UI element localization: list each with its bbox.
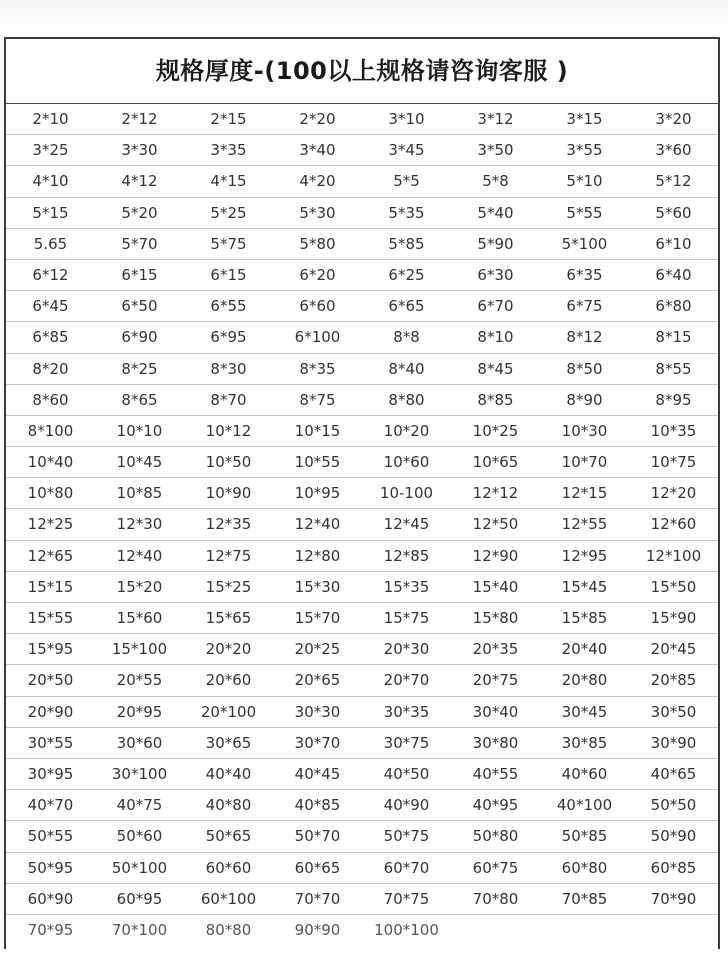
spec-cell: 15*75 <box>362 603 451 634</box>
spec-cell: 20*65 <box>273 665 362 696</box>
spec-cell: 30*45 <box>540 697 629 728</box>
spec-cell: 12*12 <box>451 478 540 509</box>
spec-cell: 2*10 <box>6 104 95 135</box>
spec-cell: 70*100 <box>111 920 168 939</box>
spec-cell: 5*25 <box>184 198 273 229</box>
spec-cell: 15*55 <box>6 603 95 634</box>
spec-cell: 70*90 <box>629 884 718 915</box>
spec-cell: 8*70 <box>184 385 273 416</box>
spec-cell: 40*70 <box>6 790 95 821</box>
spec-cell: 30*85 <box>540 728 629 759</box>
spec-cell: 5*40 <box>451 198 540 229</box>
spec-cell: 4*20 <box>273 166 362 197</box>
spec-cell: 12*95 <box>540 541 629 572</box>
spec-cell: 5*8 <box>451 166 540 197</box>
spec-cell: 6*15 <box>95 260 184 291</box>
spec-cell: 70*80 <box>451 884 540 915</box>
spec-cell: 20*80 <box>540 665 629 696</box>
spec-cell: 10*55 <box>273 447 362 478</box>
spec-cell: 4*15 <box>184 166 273 197</box>
spec-cell: 60*100 <box>184 884 273 915</box>
spec-cell: 30*60 <box>95 728 184 759</box>
spec-cell: 10*25 <box>451 416 540 447</box>
spec-cell: 50*70 <box>273 821 362 852</box>
spec-cell: 6*10 <box>629 229 718 260</box>
spec-cell: 12*30 <box>95 509 184 540</box>
spec-cell: 15*15 <box>6 572 95 603</box>
spec-cell: 12*75 <box>184 541 273 572</box>
spec-cell: 5.65 <box>6 229 95 260</box>
spec-cell: 4*12 <box>95 166 184 197</box>
spec-cell: 8*55 <box>629 354 718 385</box>
spec-cell: 40*40 <box>184 759 273 790</box>
spec-cell: 8*80 <box>362 385 451 416</box>
spec-cell: 10*20 <box>362 416 451 447</box>
top-shadow <box>0 0 728 30</box>
spec-cell: 15*35 <box>362 572 451 603</box>
spec-cell: 60*60 <box>184 853 273 884</box>
spec-cell: 5*60 <box>629 198 718 229</box>
spec-cell: 15*65 <box>184 603 273 634</box>
spec-cell: 10*12 <box>184 416 273 447</box>
spec-cell: 3*40 <box>273 135 362 166</box>
spec-cell: 15*70 <box>273 603 362 634</box>
spec-cell: 40*75 <box>95 790 184 821</box>
spec-cell: 6*70 <box>451 291 540 322</box>
spec-cell: 70*75 <box>362 884 451 915</box>
spec-cell: 6*100 <box>273 322 362 353</box>
spec-cell: 12*55 <box>540 509 629 540</box>
spec-cell: 20*90 <box>6 697 95 728</box>
spec-cell: 4*10 <box>6 166 95 197</box>
spec-cell: 12*60 <box>629 509 718 540</box>
spec-cell: 30*50 <box>629 697 718 728</box>
spec-cell: 5*70 <box>95 229 184 260</box>
spec-cell: 20*85 <box>629 665 718 696</box>
spec-cell: 20*95 <box>95 697 184 728</box>
spec-cell: 70*70 <box>273 884 362 915</box>
spec-cell: 15*80 <box>451 603 540 634</box>
spec-grid <box>6 104 718 946</box>
spec-cell: 5*100 <box>540 229 629 260</box>
spec-cell: 10*35 <box>629 416 718 447</box>
spec-cell: 15*100 <box>95 634 184 665</box>
spec-cell: 12*90 <box>451 541 540 572</box>
spec-cell: 10*10 <box>95 416 184 447</box>
spec-cell: 8*50 <box>540 354 629 385</box>
spec-cell: 8*100 <box>6 416 95 447</box>
spec-cell: 3*60 <box>629 135 718 166</box>
spec-cell: 2*15 <box>184 104 273 135</box>
spec-cell <box>629 915 718 946</box>
spec-cell: 8*25 <box>95 354 184 385</box>
spec-cell: 15*95 <box>6 634 95 665</box>
spec-cell: 50*60 <box>95 821 184 852</box>
spec-cell: 30*75 <box>362 728 451 759</box>
spec-cell: 6*40 <box>629 260 718 291</box>
spec-cell: 15*60 <box>95 603 184 634</box>
spec-cell: 15*30 <box>273 572 362 603</box>
spec-cell: 40*85 <box>273 790 362 821</box>
spec-cell: 60*80 <box>540 853 629 884</box>
spec-cell: 15*20 <box>95 572 184 603</box>
spec-cell: 10*70 <box>540 447 629 478</box>
spec-cell: 40*100 <box>540 790 629 821</box>
spec-cell: 20*50 <box>6 665 95 696</box>
spec-cell: 8*90 <box>540 385 629 416</box>
spec-cell: 40*90 <box>362 790 451 821</box>
spec-cell: 10*85 <box>95 478 184 509</box>
spec-cell: 30*65 <box>184 728 273 759</box>
spec-cell: 6*85 <box>6 322 95 353</box>
spec-cell: 5*5 <box>362 166 451 197</box>
spec-cell <box>540 915 629 946</box>
spec-cell: 10*45 <box>95 447 184 478</box>
spec-cell: 50*100 <box>95 853 184 884</box>
spec-cell: 6*30 <box>451 260 540 291</box>
spec-cell: 6*65 <box>362 291 451 322</box>
spec-cell: 12*80 <box>273 541 362 572</box>
spec-cell: 8*45 <box>451 354 540 385</box>
spec-cell: 12*25 <box>6 509 95 540</box>
spec-cell: 6*35 <box>540 260 629 291</box>
spec-cell: 40*65 <box>629 759 718 790</box>
spec-cell: 60*70 <box>362 853 451 884</box>
spec-cell: 50*65 <box>184 821 273 852</box>
spec-cell: 5*30 <box>273 198 362 229</box>
spec-cell: 50*95 <box>6 853 95 884</box>
spec-cell: 6*50 <box>95 291 184 322</box>
spec-cell: 2*12 <box>95 104 184 135</box>
spec-cell: 8*20 <box>6 354 95 385</box>
spec-cell: 40*55 <box>451 759 540 790</box>
spec-cell: 90*90 <box>294 920 341 939</box>
spec-cell: 12*65 <box>6 541 95 572</box>
spec-cell: 5*55 <box>540 198 629 229</box>
spec-cell: 60*90 <box>6 884 95 915</box>
spec-cell: 12*35 <box>184 509 273 540</box>
spec-cell: 3*12 <box>451 104 540 135</box>
spec-cell: 100*100 <box>374 920 439 939</box>
spec-cell: 3*20 <box>629 104 718 135</box>
spec-cell: 12*100 <box>629 541 718 572</box>
spec-cell: 40*95 <box>451 790 540 821</box>
spec-cell: 20*40 <box>540 634 629 665</box>
spec-cell: 6*12 <box>6 260 95 291</box>
spec-cell: 10*65 <box>451 447 540 478</box>
spec-cell: 5*80 <box>273 229 362 260</box>
spec-cell: 12*40 <box>273 509 362 540</box>
spec-cell: 8*10 <box>451 322 540 353</box>
spec-cell: 10*40 <box>6 447 95 478</box>
spec-cell: 40*45 <box>273 759 362 790</box>
spec-cell: 8*15 <box>629 322 718 353</box>
spec-cell: 20*25 <box>273 634 362 665</box>
spec-table <box>4 37 720 949</box>
spec-cell: 6*25 <box>362 260 451 291</box>
spec-cell: 6*95 <box>184 322 273 353</box>
spec-cell: 20*30 <box>362 634 451 665</box>
spec-cell: 8*12 <box>540 322 629 353</box>
spec-cell: 20*55 <box>95 665 184 696</box>
spec-cell: 6*55 <box>184 291 273 322</box>
spec-cell: 3*30 <box>95 135 184 166</box>
spec-cell: 20*20 <box>184 634 273 665</box>
spec-cell: 50*75 <box>362 821 451 852</box>
spec-cell: 60*75 <box>451 853 540 884</box>
spec-cell: 8*75 <box>273 385 362 416</box>
spec-cell: 20*75 <box>451 665 540 696</box>
spec-cell: 3*50 <box>451 135 540 166</box>
spec-cell: 3*35 <box>184 135 273 166</box>
spec-cell: 70*85 <box>540 884 629 915</box>
spec-cell: 20*70 <box>362 665 451 696</box>
spec-cell: 10*75 <box>629 447 718 478</box>
spec-cell: 10*60 <box>362 447 451 478</box>
spec-cell: 10*50 <box>184 447 273 478</box>
spec-cell: 10*95 <box>273 478 362 509</box>
spec-cell: 2*20 <box>273 104 362 135</box>
spec-cell: 6*60 <box>273 291 362 322</box>
spec-cell: 10*15 <box>273 416 362 447</box>
spec-cell: 30*30 <box>273 697 362 728</box>
spec-cell: 30*90 <box>629 728 718 759</box>
spec-cell: 30*100 <box>95 759 184 790</box>
spec-cell: 30*55 <box>6 728 95 759</box>
spec-cell: 5*35 <box>362 198 451 229</box>
spec-cell: 5*85 <box>362 229 451 260</box>
spec-cell: 8*40 <box>362 354 451 385</box>
spec-cell: 10*80 <box>6 478 95 509</box>
spec-cell: 8*30 <box>184 354 273 385</box>
spec-cell: 50*50 <box>629 790 718 821</box>
spec-cell: 20*60 <box>184 665 273 696</box>
spec-cell: 10-100 <box>362 478 451 509</box>
spec-cell: 6*15 <box>184 260 273 291</box>
spec-cell: 40*50 <box>362 759 451 790</box>
spec-cell: 3*55 <box>540 135 629 166</box>
spec-cell: 5*10 <box>540 166 629 197</box>
spec-cell: 3*45 <box>362 135 451 166</box>
spec-cell: 60*95 <box>95 884 184 915</box>
spec-cell: 8*35 <box>273 354 362 385</box>
spec-cell: 15*25 <box>184 572 273 603</box>
spec-cell: 40*80 <box>184 790 273 821</box>
spec-cell: 5*75 <box>184 229 273 260</box>
spec-cell: 12*15 <box>540 478 629 509</box>
spec-cell: 30*35 <box>362 697 451 728</box>
spec-cell: 60*85 <box>629 853 718 884</box>
spec-cell: 12*40 <box>95 541 184 572</box>
spec-cell: 10*30 <box>540 416 629 447</box>
spec-cell: 30*95 <box>6 759 95 790</box>
spec-cell: 3*10 <box>362 104 451 135</box>
spec-cell: 15*45 <box>540 572 629 603</box>
spec-cell: 50*55 <box>6 821 95 852</box>
spec-cell: 70*95 <box>27 920 74 939</box>
spec-cell: 80*80 <box>205 920 252 939</box>
spec-cell: 8*60 <box>6 385 95 416</box>
spec-cell: 5*12 <box>629 166 718 197</box>
table-title: 规格厚度-(100以上规格请咨询客服 ) <box>6 39 718 104</box>
spec-cell: 3*15 <box>540 104 629 135</box>
spec-cell: 50*90 <box>629 821 718 852</box>
spec-cell: 15*90 <box>629 603 718 634</box>
spec-cell: 12*85 <box>362 541 451 572</box>
spec-cell: 8*95 <box>629 385 718 416</box>
spec-cell: 8*65 <box>95 385 184 416</box>
spec-cell: 30*40 <box>451 697 540 728</box>
spec-cell: 60*65 <box>273 853 362 884</box>
spec-cell: 20*100 <box>184 697 273 728</box>
spec-cell: 15*50 <box>629 572 718 603</box>
spec-cell: 15*40 <box>451 572 540 603</box>
spec-cell: 6*90 <box>95 322 184 353</box>
spec-cell: 10*90 <box>184 478 273 509</box>
spec-cell: 12*45 <box>362 509 451 540</box>
spec-cell: 30*70 <box>273 728 362 759</box>
spec-cell: 6*45 <box>6 291 95 322</box>
spec-cell: 6*80 <box>629 291 718 322</box>
spec-cell: 20*35 <box>451 634 540 665</box>
spec-cell: 6*20 <box>273 260 362 291</box>
spec-cell <box>451 915 540 946</box>
spec-cell: 8*85 <box>451 385 540 416</box>
spec-cell: 12*20 <box>629 478 718 509</box>
spec-cell: 50*80 <box>451 821 540 852</box>
spec-cell: 30*80 <box>451 728 540 759</box>
spec-cell: 5*20 <box>95 198 184 229</box>
spec-cell: 50*85 <box>540 821 629 852</box>
spec-cell: 40*60 <box>540 759 629 790</box>
spec-cell: 8*8 <box>362 322 451 353</box>
spec-cell: 3*25 <box>6 135 95 166</box>
spec-cell: 20*45 <box>629 634 718 665</box>
spec-cell: 6*75 <box>540 291 629 322</box>
spec-cell: 12*50 <box>451 509 540 540</box>
spec-cell: 5*15 <box>6 198 95 229</box>
spec-cell: 5*90 <box>451 229 540 260</box>
spec-cell: 15*85 <box>540 603 629 634</box>
